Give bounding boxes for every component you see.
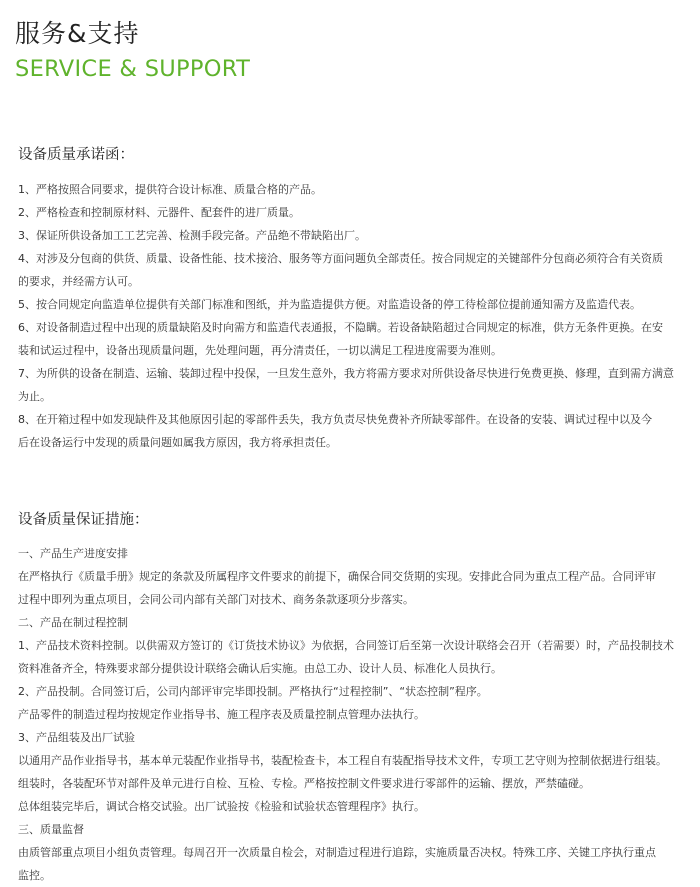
measures-line: 一、产品生产进度安排 bbox=[18, 547, 128, 560]
commitment-line: 后在设备运行中发现的质量问题如属我方原因，我方将承担责任。 bbox=[18, 436, 337, 449]
measures-line: 组装时，各装配环节对部件及单元进行自检、互检、专检。严格按控制文件要求进行零部件的运输、摆放，严禁磕碰。 bbox=[18, 777, 590, 790]
measures-line: 3、产品组装及出厂试验 bbox=[18, 731, 135, 744]
measures-line: 资料准备齐全，特殊要求部分提供设计联络会确认后实施。由总工办、设计人员、标准化人员执行。 bbox=[18, 662, 502, 675]
commitment-line: 1、严格按照合同要求，提供符合设计标准、质量合格的产品。 bbox=[18, 183, 322, 196]
page-title: 服务&支持 bbox=[15, 19, 140, 48]
measures-title: 设备质量保证措施： bbox=[18, 512, 149, 528]
commitment-line: 5、按合同规定向监造单位提供有关部门标准和图纸，并为监造提供方便。对监造设备的停工待检部位提前通知需方及监造代表。 bbox=[18, 298, 641, 311]
measures-line: 二、产品在制过程控制 bbox=[18, 616, 128, 629]
measures-body bbox=[18, 542, 688, 887]
commitment-line: 2、严格检查和控制原材料、元器件、配套件的进厂质量。 bbox=[18, 206, 300, 219]
measures-line: 1、产品技术资料控制。以供需双方签订的《订货技术协议》为依据，合同签订后至第一次设计联络会召开（若需要）时，产品投制技术 bbox=[18, 639, 674, 652]
measures-line: 以通用产品作业指导书，基本单元装配作业指导书，装配检查卡，本工程自有装配指导技术文件，专项工艺守则为控制依据进行组装。 bbox=[18, 754, 667, 767]
commitment-line: 装和试运过程中，设备出现质量问题，先处理问题，再分清责任，一切以满足工程进度需要为准则。 bbox=[18, 344, 502, 357]
commitment-line: 3、保证所供设备加工工艺完善、检测手段完备。产品绝不带缺陷出厂。 bbox=[18, 229, 366, 242]
commitment-line: 7、为所供的设备在制造、运输、装卸过程中投保，一旦发生意外，我方将需方要求对所供设备尽快进行免费更换、修理，直到需方满意 bbox=[18, 367, 674, 380]
measures-line: 由质管部重点项目小组负责管理。每周召开一次质量自检会，对制造过程进行追踪，实施质量否决权。特殊工序、关键工序执行重点 bbox=[18, 846, 656, 859]
measures-line: 产品零件的制造过程均按规定作业指导书、施工程序表及质量控制点管理办法执行。 bbox=[18, 708, 425, 721]
measures-line: 监控。 bbox=[18, 869, 51, 882]
commitment-line: 的要求，并经需方认可。 bbox=[18, 275, 139, 288]
measures-line: 在严格执行《质量手册》规定的条款及所属程序文件要求的前提下，确保合同交货期的实现。安排此合同为重点工程产品。合同评审 bbox=[18, 570, 656, 583]
measures-line: 三、质量监督 bbox=[18, 823, 84, 836]
commitment-body bbox=[18, 178, 688, 454]
commitment-line: 为止。 bbox=[18, 390, 51, 403]
page-subtitle: SERVICE & SUPPORT bbox=[15, 56, 251, 82]
measures-line: 2、产品投制。合同签订后，公司内部评审完毕即投制。严格执行“过程控制”、“状态控制”程序。 bbox=[18, 685, 488, 698]
measures-line: 总体组装完毕后，调试合格交试验。出厂试验按《检验和试验状态管理程序》执行。 bbox=[18, 800, 425, 813]
commitment-line: 6、对设备制造过程中出现的质量缺陷及时向需方和监造代表通报，不隐瞒。若设备缺陷超过合同规定的标准，供方无条件更换。在安 bbox=[18, 321, 663, 334]
commitment-title: 设备质量承诺函： bbox=[18, 147, 134, 163]
commitment-line: 8、在开箱过程中如发现缺件及其他原因引起的零部件丢失，我方负责尽快免费补齐所缺零部件。在设备的安装、调试过程中以及今 bbox=[18, 413, 652, 426]
commitment-line: 4、对涉及分包商的供货、质量、设备性能、技术接洽、服务等方面问题负全部责任。按合同规定的关键部件分包商必须符合有关资质 bbox=[18, 252, 663, 265]
measures-line: 过程中即列为重点项目，会同公司内部有关部门对技术、商务条款逐项分步落实。 bbox=[18, 593, 414, 606]
